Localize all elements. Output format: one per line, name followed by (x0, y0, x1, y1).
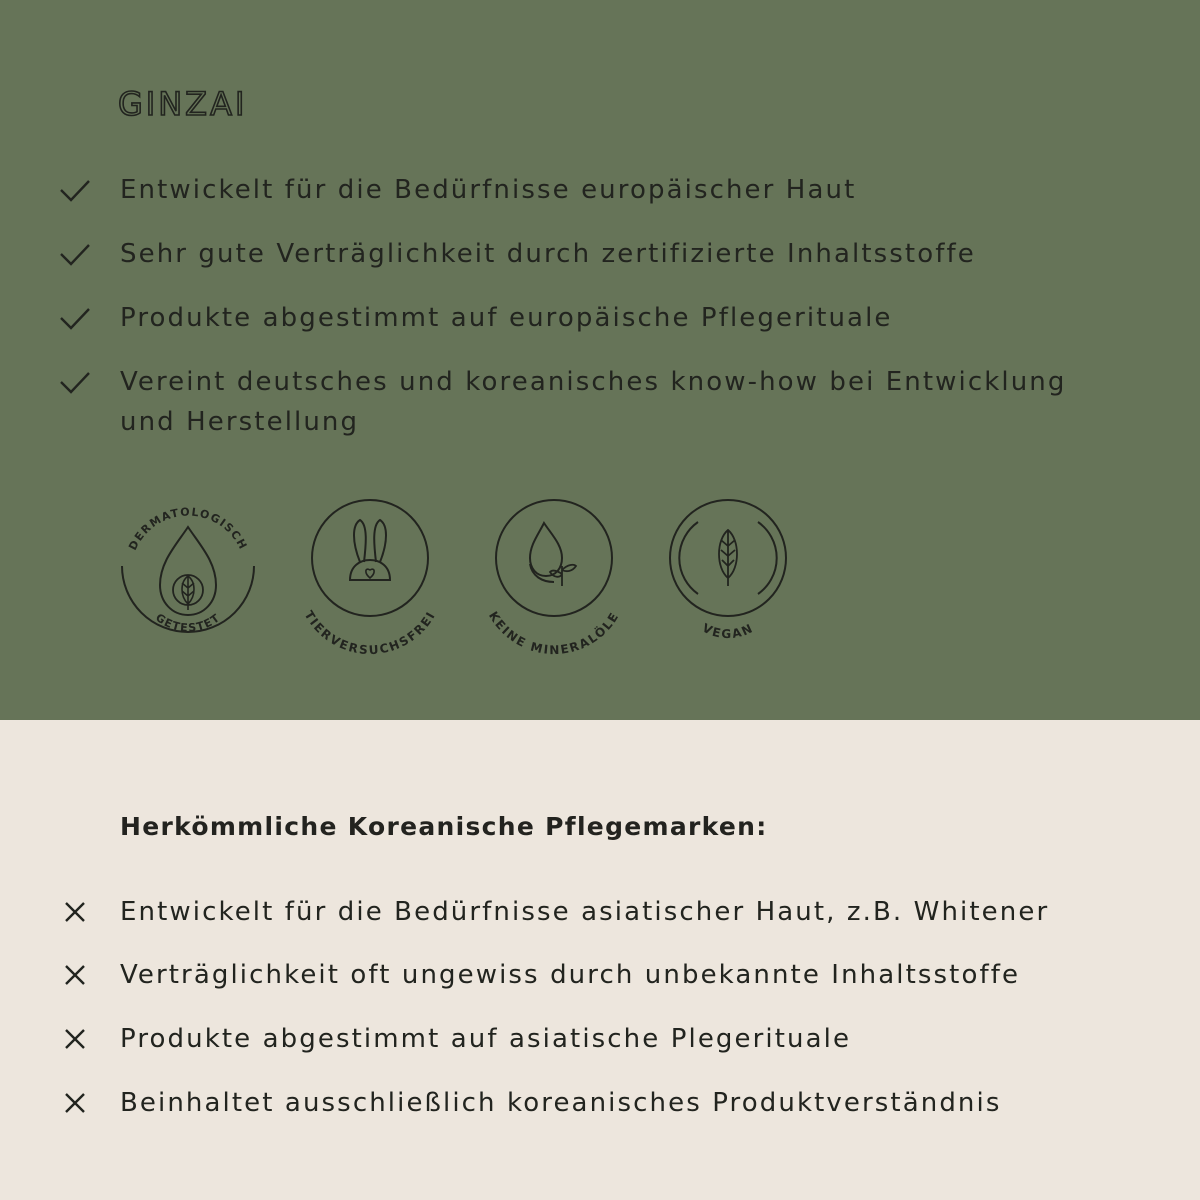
drawback-text: Entwickelt für die Bedürfnisse asiatischer Haut, z.B. Whitener (120, 897, 1050, 927)
brand-logo-text: GINZAI (118, 85, 248, 123)
svg-text:DERMATOLOGISCH (126, 505, 250, 552)
brand-logo (118, 84, 258, 124)
badge-bottom-label: GETESTET (153, 611, 223, 635)
leaf-icon (648, 490, 808, 650)
drawback-text: Beinhaltet ausschließlich koreanisches Produktverständnis (120, 1088, 1002, 1118)
drop-sprout-icon (474, 490, 634, 658)
badge-tierversuchsfrei (290, 490, 450, 658)
badge-dermatologisch-getestet (108, 490, 268, 650)
cross-icon (58, 895, 92, 929)
check-icon (58, 301, 92, 335)
cross-icon (58, 1086, 92, 1120)
benefit-text: Vereint deutsches und koreanisches know-how bei Entwicklung und Herstellung (120, 367, 1067, 437)
benefit-text: Produkte abgestimmt auf europäische Pflegerituale (120, 303, 893, 333)
badge-label: KEINE MINERALÖLE (485, 609, 622, 658)
leaf-drop-icon (108, 490, 268, 650)
badge-vegan (648, 490, 808, 650)
benefit-text: Sehr gute Verträglichkeit durch zertifizierte Inhaltsstoffe (120, 239, 976, 269)
check-icon (58, 173, 92, 207)
badge-top-label: DERMATOLOGISCH (126, 505, 250, 553)
badge-keine-mineraloele (474, 490, 634, 658)
check-icon (58, 365, 92, 399)
comparison-heading: Herkömmliche Koreanische Pflegemarken: (120, 812, 768, 841)
drawback-text: Verträglichkeit oft ungewiss durch unbekannte Inhaltsstoffe (120, 960, 1021, 990)
cross-icon (58, 958, 92, 992)
svg-text:VEGAN (700, 621, 756, 641)
badge-label: TIERVERSUCHSFREI (301, 608, 439, 658)
check-icon (58, 237, 92, 271)
cross-icon (58, 1022, 92, 1056)
benefit-text: Entwickelt für die Bedürfnisse europäischer Haut (120, 175, 857, 205)
badge-label: VEGAN (700, 620, 756, 642)
bunny-icon (290, 490, 450, 658)
drawback-text: Produkte abgestimmt auf asiatische Plegerituale (120, 1024, 852, 1054)
